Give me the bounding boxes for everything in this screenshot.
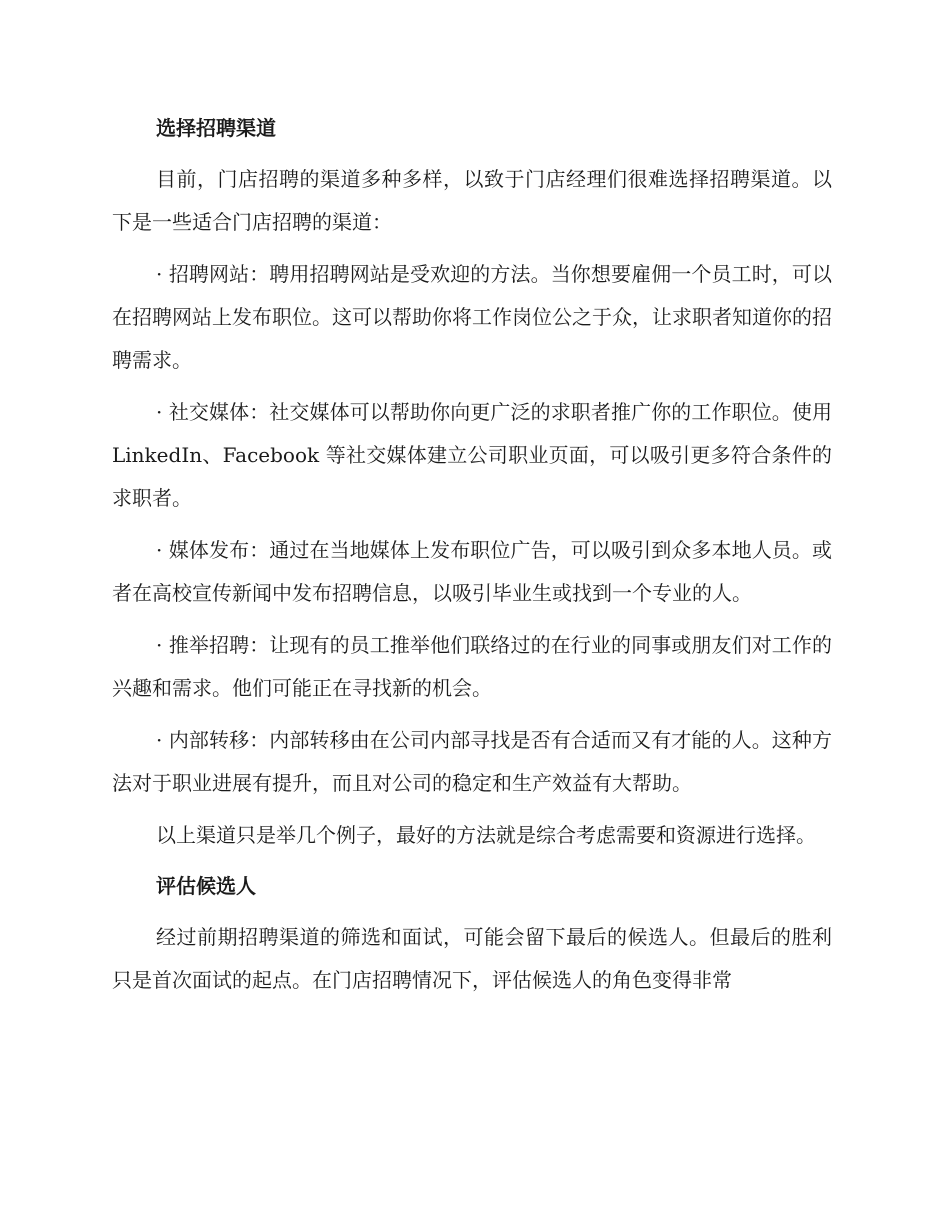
paragraph-intro: 目前，门店招聘的渠道多种多样，以致于门店经理们很难选择招聘渠道。以下是一些适合门店招聘的渠道：: [112, 167, 832, 234]
section-heading-evaluate-candidates: 评估候选人: [156, 874, 256, 898]
paragraph-channels-summary: 以上渠道只是举几个例子，最好的方法就是综合考虑需要和资源进行选择。: [156, 823, 816, 847]
section-heading-recruitment-channels: 选择招聘渠道: [156, 116, 276, 140]
document-page: [112, 108, 832, 1011]
paragraph-social-media: · 社交媒体：社交媒体可以帮助你向更广泛的求职者推广你的工作职位。使用 LinkedIn、Facebook 等社交媒体建立公司职业页面，可以吸引更多符合条件的求职者。: [112, 400, 832, 510]
paragraph-evaluation-intro: 经过前期招聘渠道的筛选和面试，可能会留下最后的候选人。但最后的胜利只是首次面试的起点。在门店招聘情况下，评估候选人的角色变得非常: [112, 925, 832, 992]
paragraph-media-publishing: · 媒体发布：通过在当地媒体上发布职位广告，可以吸引到众多本地人员。或者在高校宣传新闻中发布招聘信息，以吸引毕业生或找到一个专业的人。: [112, 538, 832, 605]
paragraph-referral-recruitment: · 推举招聘：让现有的员工推举他们联络过的在行业的同事或朋友们对工作的兴趣和需求。他们可能正在寻找新的机会。: [112, 633, 832, 700]
paragraph-recruitment-websites: · 招聘网站：聘用招聘网站是受欢迎的方法。当你想要雇佣一个员工时，可以在招聘网站上发布职位。这可以帮助你将工作岗位公之于众，让求职者知道你的招聘需求。: [112, 262, 832, 372]
paragraph-internal-transfer: · 内部转移：内部转移由在公司内部寻找是否有合适而又有才能的人。这种方法对于职业进展有提升，而且对公司的稳定和生产效益有大帮助。: [112, 728, 832, 795]
